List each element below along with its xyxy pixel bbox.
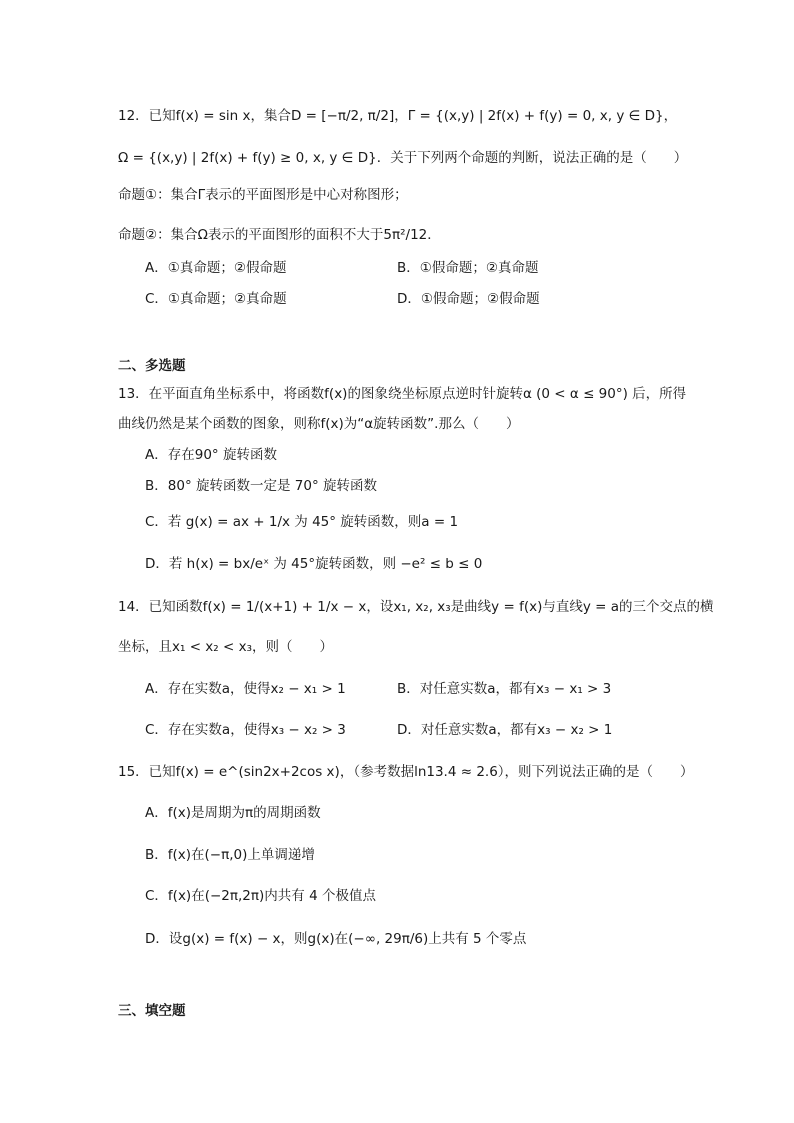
q13-stem-line1: 13．在平面直角坐标系中，将函数f(x)的图象绕坐标原点逆时针旋转α (0 < α ≤ 90°) 后，所得 [118,386,687,402]
q14-option-a: A．存在实数a，使得x₂ − x₁ > 1 [145,681,346,697]
q14-option-c: C．存在实数a，使得x₃ − x₂ > 3 [145,722,346,738]
q12-option-a: A．①真命题；②假命题 [145,260,287,276]
q15-option-b: B．f(x)在(−π,0)上单调递增 [145,847,315,863]
q14-option-b: B．对任意实数a，都有x₃ − x₁ > 3 [397,681,612,697]
q12-option-b: B．①假命题；②真命题 [397,260,539,276]
q13-option-a: A．存在90° 旋转函数 [145,447,277,463]
q13-stem-line2: 曲线仍然是某个函数的图象，则称f(x)为“α旋转函数”.那么（ ） [118,416,520,432]
q15-option-c: C．f(x)在(−2π,2π)内共有 4 个极值点 [145,888,376,904]
q12-proposition-1: 命题①：集合Γ表示的平面图形是中心对称图形； [118,187,408,203]
section-heading-fill-in: 三、填空题 [118,1003,186,1019]
q14-stem-line2: 坐标，且x₁ < x₂ < x₃，则（ ） [118,639,333,655]
q15-stem-line1: 15．已知f(x) = e^(sin2x+2cos x)，（参考数据ln13.4 ≈ 2.6），则下列说法正确的是（ ） [118,764,694,780]
q14-option-d: D．对任意实数a，都有x₃ − x₂ > 1 [397,722,613,738]
q14-stem-line1: 14．已知函数f(x) = 1/(x+1) + 1/x − x，设x₁, x₂, x₃是曲线y = f(x)与直线y = a的三个交点的横 [118,599,714,615]
section-heading-multiple-choice: 二、多选题 [118,358,186,374]
q13-option-d: D．若 h(x) = bx/eˣ 为 45°旋转函数，则 −e² ≤ b ≤ 0 [145,556,483,572]
q12-proposition-2: 命题②：集合Ω表示的平面图形的面积不大于5π²/12． [118,227,441,243]
q12-stem-line1: 12．已知f(x) = sin x，集合D = [−π/2, π/2]，Γ = {(x,y) | 2f(x) + f(y) = 0, x, y ∈ D}， [118,108,678,124]
q13-option-b: B．80° 旋转函数一定是 70° 旋转函数 [145,478,377,494]
q12-option-d: D．①假命题；②假命题 [397,291,540,307]
q12-option-c: C．①真命题；②真命题 [145,291,287,307]
q15-option-a: A．f(x)是周期为π的周期函数 [145,805,321,821]
q12-stem-line2: Ω = {(x,y) | 2f(x) + f(y) ≥ 0, x, y ∈ D}．关于下列两个命题的判断，说法正确的是（ ） [118,150,688,166]
q13-option-c: C．若 g(x) = ax + 1/x 为 45° 旋转函数，则a = 1 [145,514,459,530]
q15-option-d: D．设g(x) = f(x) − x，则g(x)在(−∞, 29π/6)上共有 5 个零点 [145,931,527,947]
